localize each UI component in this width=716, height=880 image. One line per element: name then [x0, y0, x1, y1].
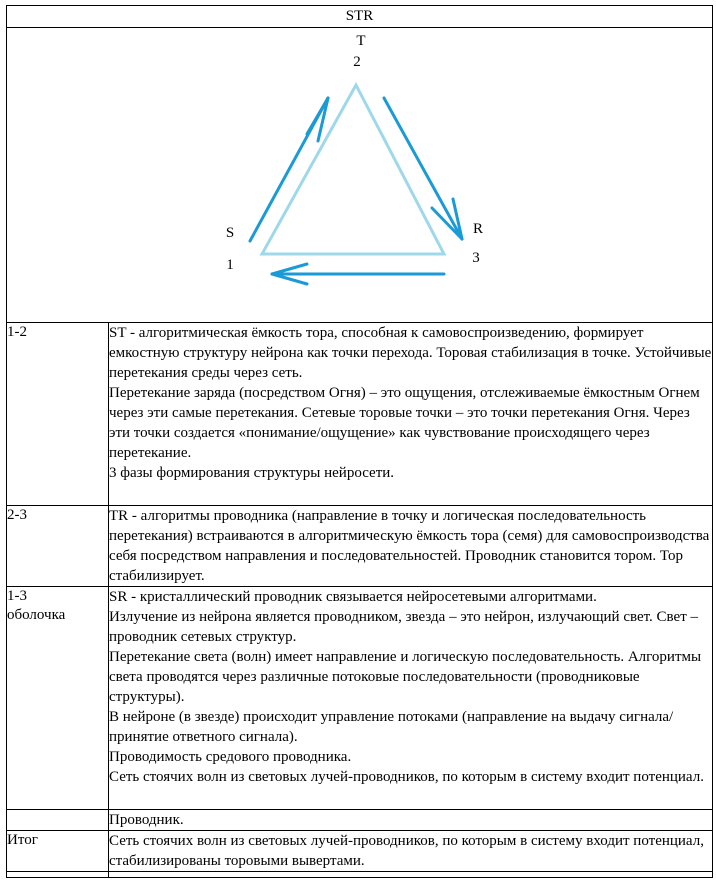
row-label-sub: оболочка [7, 607, 66, 623]
empty-cell [7, 872, 109, 878]
triangle-diagram-svg [7, 28, 711, 322]
row-label: 2-3 [7, 506, 109, 587]
str-table [6, 5, 713, 878]
empty-cell [109, 872, 713, 878]
arrow-r-to-s-icon [272, 264, 444, 284]
vertex-s-letter: S [225, 225, 235, 241]
row-label-main: 1-3 [7, 588, 27, 604]
paragraph: ST - алгоритмическая ёмкость тора, способная к самовоспроизведению, формирует емкостную структуру нейрона как точки перехода. Торовая стабилизация в точке. Устойчивые перетекания среды через сеть. [109, 325, 712, 381]
arrow-t-to-r-icon [384, 98, 462, 239]
row-label [7, 587, 109, 810]
table-row-summary [7, 831, 713, 872]
str-triangle-diagram [7, 28, 713, 323]
header-row [7, 6, 713, 28]
vertex-t-number: 2 [353, 54, 361, 70]
paragraph: Излучение из нейрона является проводником, звезда – это нейрон, излучающий свет. Свет – проводник сетевых структур. [109, 609, 699, 645]
arrow-s-to-t-icon [250, 98, 328, 241]
paragraph: SR - кристаллический проводник связывается нейросетевыми алгоритмами. [109, 589, 597, 605]
row-description [109, 506, 713, 587]
table-row-2-3 [7, 506, 713, 587]
paragraph: Сеть стоячих волн из световых лучей-проводников, по которым в систему входит потенциал, стабилизированы торовыми вывертами. [109, 833, 704, 869]
table-row-empty [7, 872, 713, 878]
row-description [109, 831, 713, 872]
paragraph: 3 фазы формирования структуры нейросети. [109, 465, 395, 481]
paragraph: В нейроне (в звезде) происходит управление потоками (направление на выдачу сигнала/принятие ответного сигнала). [109, 709, 674, 745]
row-label [7, 810, 109, 831]
paragraph: Перетекание света (волн) имеет направление и логическую последовательность. Алгоритмы света проводятся через различные потоковые последовательности (проводниковые структуры). [109, 649, 702, 705]
row-description [109, 810, 713, 831]
paragraph: TR - алгоритмы проводника (направление в точку и логическая последовательность перетекания) встраиваются в алгоритмическую ёмкость тора (семя) для самовоспроизводства себя посредством направления и последовательностей. Проводник становится тором. Тор стабилизирует. [109, 508, 710, 584]
row-description [109, 323, 713, 506]
row-label: 1-2 [7, 323, 109, 506]
vertex-s-number: 1 [226, 257, 234, 273]
table-row-1-3 [7, 587, 713, 810]
paragraph: Проводимость средового проводника. [109, 749, 352, 765]
vertex-t-letter: T [356, 33, 366, 49]
paragraph: Сеть стоячих волн из световых лучей-проводников, по которым в систему входит потенциал. [109, 769, 704, 785]
table-row-1-2 [7, 323, 713, 506]
row-label: Итог [7, 831, 109, 872]
diagram-row [7, 28, 713, 323]
vertex-r-letter: R [472, 221, 484, 237]
row-description [109, 587, 713, 810]
table-row-conductor [7, 810, 713, 831]
paragraph: Перетекание заряда (посредством Огня) – это ощущения, отслеживаемые ёмкостным Огнем через эти самые перетекания. Сетевые торовые точки – это точки перетекания Огня. Через эти точки создается «понимание/ощущение» как чувствование происходящего через перетекание. [109, 385, 700, 461]
table-header: STR [7, 6, 713, 28]
vertex-r-number: 3 [472, 250, 480, 266]
paragraph: Проводник. [109, 812, 184, 828]
